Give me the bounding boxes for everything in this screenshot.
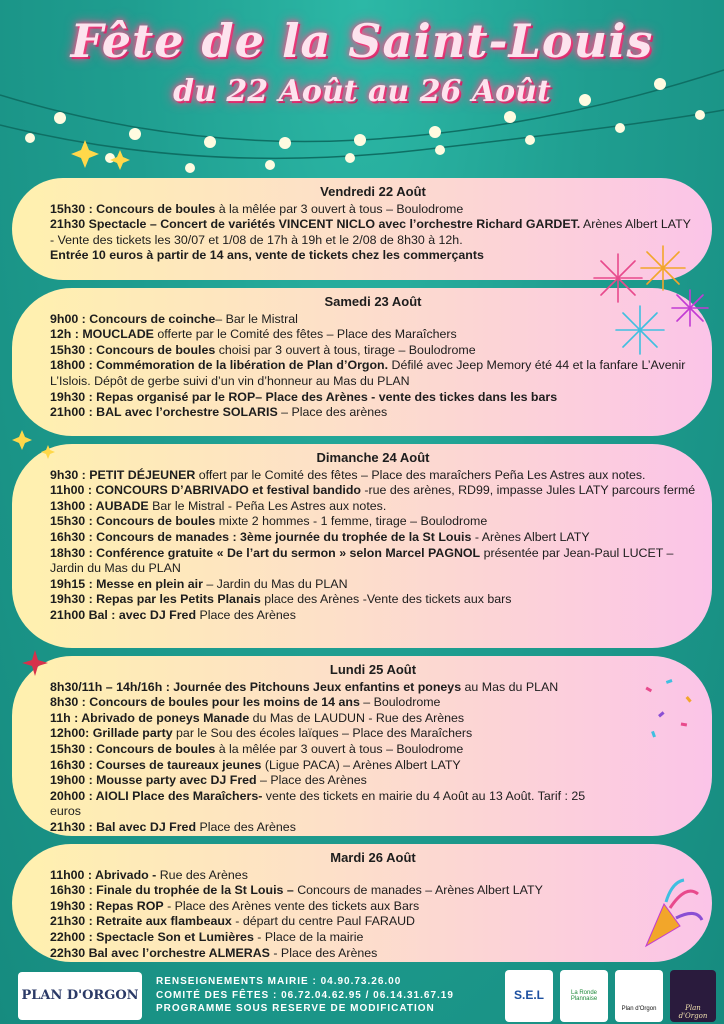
event-item: 15h30 : Concours de boules mixte 2 hommes - 1 femme, tirage – Boulodrome <box>50 514 488 529</box>
event-item: 15h30 : Concours de boules à la mêlée par 3 ouvert à tous – Boulodrome <box>50 741 464 756</box>
event-item: 19h00 : Mousse party avec DJ Fred – Place des Arènes <box>50 773 367 788</box>
event-item: 16h30 : Concours de manades : 3ème journée du trophée de la St Louis - Arènes Albert LATY <box>50 529 590 544</box>
title-dates: du 22 Août au 26 Août <box>173 74 551 109</box>
event-item: 8h30/11h – 14h/16h : Journée des Pitchouns Jeux enfantins et poneys au Mas du PLAN <box>50 679 559 694</box>
event-item: 9h00 : Concours de coinche– Bar le Mistral <box>50 311 298 326</box>
info-mairie: RENSEIGNEMENTS MAIRIE : 04.90.73.26.00 <box>156 976 402 987</box>
day-card-lundi <box>12 656 712 836</box>
event-item: 21h00 Bal : avec DJ Fred Place des Arènes <box>50 607 296 622</box>
event-item: 21h00 : BAL avec l’orchestre SOLARIS – Place des arènes <box>50 405 388 420</box>
event-item: 15h30 : Concours de boules choisi par 3 ouvert à tous, tirage – Boulodrome <box>50 342 476 357</box>
page-title <box>0 14 724 109</box>
ronde-plannaise-logo: La Ronde Plannaise <box>560 970 608 1022</box>
star-left <box>20 648 50 678</box>
sparkles-left <box>8 420 68 480</box>
event-item: 11h00 : Abrivado - Rue des Arènes <box>50 867 248 882</box>
day-title: Mardi 26 Août <box>330 850 416 865</box>
event-item: 12h : MOUCLADE offerte par le Comité des fêtes – Place des Maraîchers <box>50 327 457 342</box>
event-item: 19h30 : Repas par les Petits Planais place des Arènes -Vente des tickets aux bars <box>50 592 512 607</box>
confetti-decoration <box>636 668 716 758</box>
event-item: 19h15 : Messe en plein air – Jardin du Mas du PLAN <box>50 576 348 591</box>
event-item: 11h : Abrivado de poneys Manade du Mas de LAUDUN - Rue des Arènes <box>50 710 465 725</box>
event-item: 19h30 : Repas organisé par le ROP– Place des Arènes - vente des tickes dans les bars <box>50 389 558 404</box>
day-title: Vendredi 22 Août <box>320 184 426 199</box>
party-popper-icon <box>636 874 706 954</box>
event-item: 21h30 Spectacle – Concert de variétés VINCENT NICLO avec l’orchestre Richard GARDET. Arènes Albert LATY - Vente des tickets les 30/07 et 1/08 de 17h à 19h et le 2/08 de 8h30 à 12h. <box>50 217 691 247</box>
day-title: Lundi 25 Août <box>329 662 417 677</box>
plan-d-orgon-logo: PLAN D'ORGON <box>18 972 142 1020</box>
event-item: 21h30 : Retraite aux flambeaux - départ du centre Paul FARAUD <box>50 914 416 929</box>
event-item: 16h30 : Finale du trophée de la St Louis – Concours de manades – Arènes Albert LATY <box>50 883 543 898</box>
event-item: 21h30 : Bal avec DJ Fred Place des Arènes <box>50 819 296 834</box>
event-item: 20h00 : AIOLI Place des Maraîchers- vente des tickets en mairie du 4 Août au 13 Août. Tarif : 25 euros <box>50 788 586 819</box>
day-title: Samedi 23 Août <box>324 294 422 309</box>
event-item: 8h30 : Concours de boules pour les moins de 14 ans – Boulodrome <box>50 695 441 710</box>
day-card-dimanche <box>12 444 712 648</box>
event-item: 12h00: Grillade party par le Sou des écoles laïques – Place des Maraîchers <box>50 726 473 741</box>
bull-logo: Plan d'Orgon <box>615 970 663 1022</box>
event-item: 18h00 : Commémoration de la libération de Plan d’Orgon. Défilé avec Jeep Memory été 44 et la fanfare L’Avenir L’Islois. Dépôt de gerbe suivi d’un vin d’honneur au Mas du PLAN <box>50 358 686 388</box>
event-item: 19h30 : Repas ROP - Place des Arènes vente des tickets aux Bars <box>50 898 420 913</box>
fireworks-decoration <box>578 238 724 362</box>
day-card-mardi <box>12 844 712 962</box>
event-item: 16h30 : Courses de taureaux jeunes (Ligue PACA) – Arènes Albert LATY <box>50 757 461 772</box>
event-item: Entrée 10 euros à partir de 14 ans, vente de tickets chez les commerçants <box>50 248 484 263</box>
event-item: 22h00 : Spectacle Son et Lumières - Place de la mairie <box>50 929 364 944</box>
day-title: Dimanche 24 Août <box>316 450 430 465</box>
title-main: Fête de la Saint-Louis <box>70 14 654 68</box>
event-item: 22h30 Bal avec l’orchestre ALMERAS - Place des Arènes <box>50 945 378 960</box>
event-item: 13h00 : AUBADE Bar le Mistral - Peña Les Astres aux notes. <box>50 498 387 513</box>
info-reserve: PROGRAMME SOUS RESERVE DE MODIFICATION <box>156 1003 435 1014</box>
event-item: 15h30 : Concours de boules à la mêlée par 3 ouvert à tous – Boulodrome <box>50 201 464 216</box>
event-item: 18h30 : Conférence gratuite « De l’art du sermon » selon Marcel PAGNOL présentée par Jean-Paul LUCET – Jardin du Mas du PLAN <box>50 545 674 576</box>
sel-logo: S.E.L <box>505 970 553 1022</box>
event-item: 9h30 : PETIT DÉJEUNER offert par le Comité des fêtes – Place des maraîchers Peña Les Astres aux notes. <box>50 467 646 482</box>
comite-logo: Plan d'Orgon <box>670 970 716 1022</box>
event-item: 11h00 : CONCOURS D’ABRIVADO et festival bandido -rue des arènes, RD99, impasse Jules LATY parcours fermé <box>50 483 696 498</box>
contact-info <box>156 975 454 1016</box>
info-comite: COMITÉ DES FÊTES : 06.72.04.62.95 / 06.14.31.67.19 <box>156 989 454 1001</box>
